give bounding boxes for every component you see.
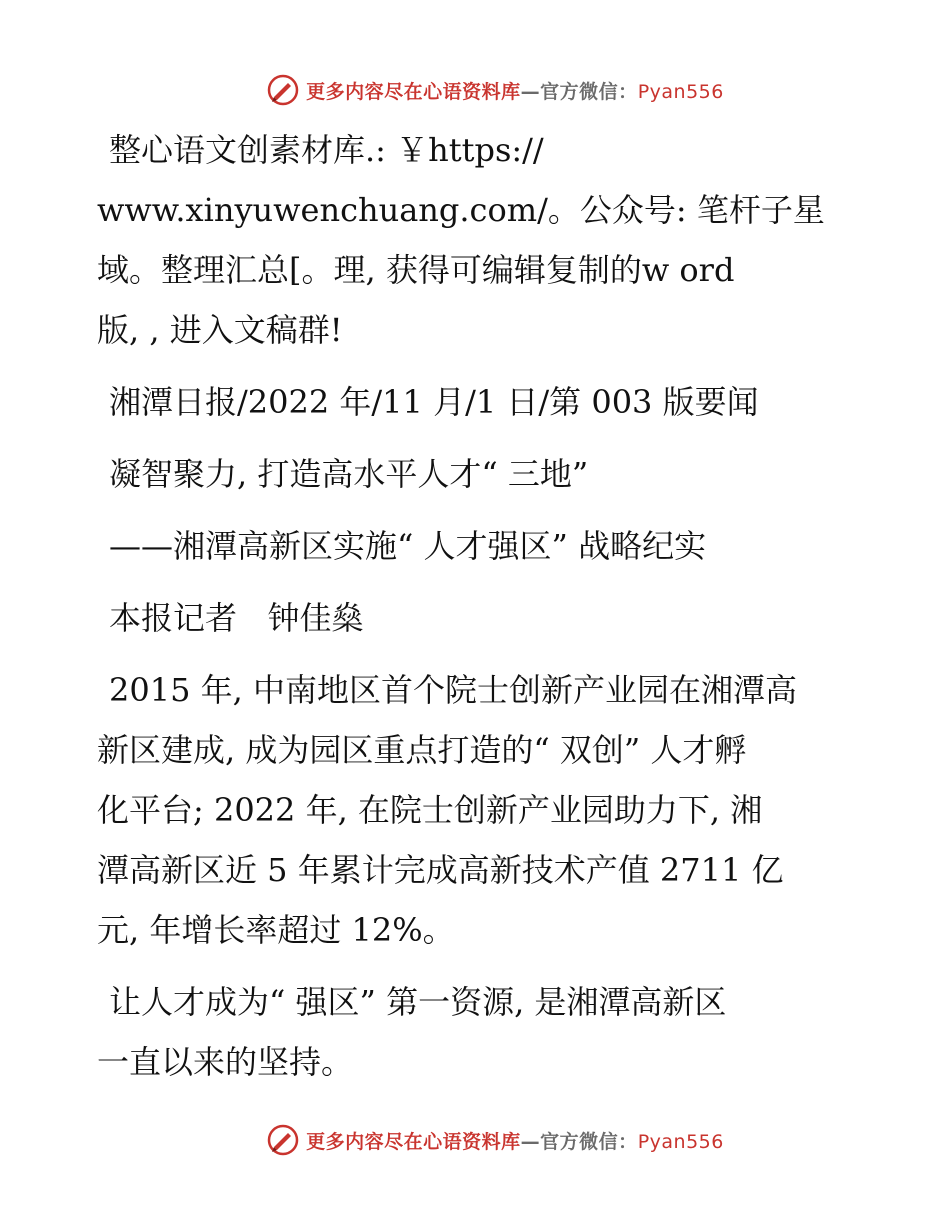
paragraph-line: 化平台; 2022 年, 在院士创新产业园助力下, 湘 bbox=[97, 791, 763, 829]
intro-line: 域。整理汇总[。理, 获得可编辑复制的w ord bbox=[97, 251, 735, 289]
pen-logo-icon bbox=[266, 1123, 300, 1157]
watermark-banner-top bbox=[0, 70, 950, 110]
watermark-text bbox=[306, 77, 724, 104]
watermark-banner-bottom bbox=[0, 1120, 950, 1160]
paragraph-line: 一直以来的坚持。 bbox=[97, 1043, 354, 1081]
paragraph-line: 让人才成为“ 强区” 第一资源, 是湘潭高新区 bbox=[109, 983, 727, 1021]
paragraph-1 bbox=[97, 660, 857, 960]
watermark-part1: 更多内容尽在心语资料库 bbox=[306, 80, 521, 103]
paragraph-line: 新区建成, 成为园区重点打造的“ 双创” 人才孵 bbox=[97, 731, 747, 769]
intro-line: 版, , 进入文稿群! bbox=[97, 311, 343, 349]
watermark-text bbox=[306, 1127, 724, 1154]
headline: 凝智聚力, 打造高水平人才“ 三地” bbox=[109, 455, 589, 493]
watermark-part2: —官方微信： bbox=[520, 80, 638, 103]
watermark-account: Pyan556 bbox=[637, 1130, 724, 1153]
paragraph-2 bbox=[97, 972, 857, 1092]
watermark-part2: —官方微信： bbox=[520, 1130, 638, 1153]
watermark-account: Pyan556 bbox=[637, 80, 724, 103]
byline: 本报记者 钟佳燊 bbox=[109, 599, 364, 637]
intro-line: 整心语文创素材库.: ￥https:// bbox=[109, 131, 544, 169]
subheadline: ——湘潭高新区实施“ 人才强区” 战略纪实 bbox=[109, 527, 707, 565]
paragraph-line: 元, 年增长率超过 12%。 bbox=[97, 911, 455, 949]
pen-logo-icon bbox=[266, 73, 300, 107]
watermark-part1: 更多内容尽在心语资料库 bbox=[306, 1130, 521, 1153]
intro-paragraph bbox=[97, 120, 857, 360]
paragraph-line: 2015 年, 中南地区首个院士创新产业园在湘潭高 bbox=[109, 671, 797, 709]
paragraph-line: 潭高新区近 5 年累计完成高新技术产值 2711 亿 bbox=[97, 851, 784, 889]
document-body bbox=[97, 120, 857, 1092]
intro-line: www.xinyuwenchuang.com/。公众号: 笔杆子星 bbox=[97, 191, 825, 229]
source-line: 湘潭日报/2022 年/11 月/1 日/第 003 版要闻 bbox=[109, 383, 759, 421]
